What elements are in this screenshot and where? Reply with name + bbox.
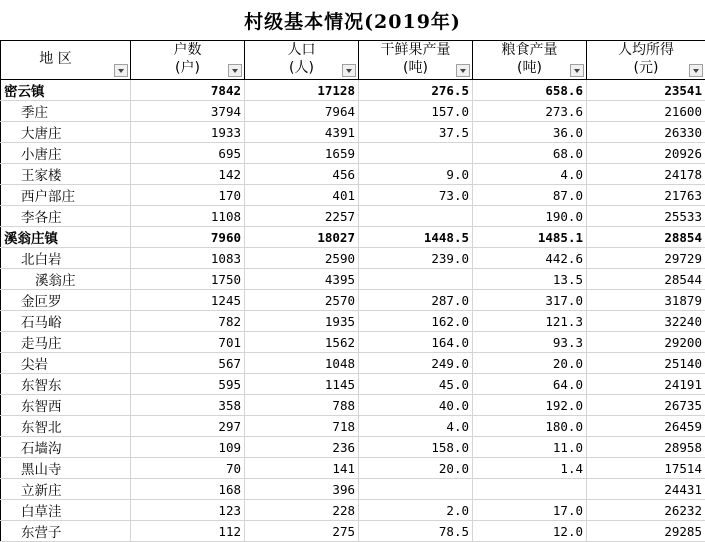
cell-population[interactable]: 456	[245, 164, 359, 185]
cell-name[interactable]: 白草洼	[1, 500, 131, 521]
cell-fruit-output[interactable]: 40.0	[359, 395, 473, 416]
data-table	[0, 40, 705, 542]
cell-grain-output[interactable]: 442.6	[473, 248, 587, 269]
town-row	[1, 80, 705, 101]
header-label: 干鲜果产量	[359, 41, 472, 59]
cell-income[interactable]: 21763	[587, 185, 705, 206]
cell-income[interactable]: 26330	[587, 122, 705, 143]
village-row	[1, 395, 705, 416]
village-row	[1, 290, 705, 311]
cell-name[interactable]: 石马峪	[1, 311, 131, 332]
cell-population[interactable]: 1659	[245, 143, 359, 164]
cell-name[interactable]: 东智北	[1, 416, 131, 437]
cell-households[interactable]: 142	[131, 164, 245, 185]
cell-income[interactable]: 28958	[587, 437, 705, 458]
cell-fruit-output[interactable]: 78.5	[359, 521, 473, 542]
column-header-households	[131, 41, 245, 80]
cell-households[interactable]: 1245	[131, 290, 245, 311]
cell-population[interactable]: 7964	[245, 101, 359, 122]
cell-name[interactable]: 季庄	[1, 101, 131, 122]
cell-households[interactable]: 358	[131, 395, 245, 416]
cell-name[interactable]: 小唐庄	[1, 143, 131, 164]
cell-income[interactable]: 29285	[587, 521, 705, 542]
cell-income[interactable]: 28854	[587, 227, 705, 248]
cell-income[interactable]: 26735	[587, 395, 705, 416]
header-unit: (人)	[245, 59, 358, 77]
village-row	[1, 122, 705, 143]
cell-grain-output[interactable]: 12.0	[473, 521, 587, 542]
village-row	[1, 269, 705, 290]
cell-name[interactable]: 石墙沟	[1, 437, 131, 458]
village-row	[1, 521, 705, 542]
cell-households[interactable]: 109	[131, 437, 245, 458]
cell-income[interactable]: 24431	[587, 479, 705, 500]
cell-population[interactable]: 2257	[245, 206, 359, 227]
cell-fruit-output[interactable]: 239.0	[359, 248, 473, 269]
cell-grain-output[interactable]: 1.4	[473, 458, 587, 479]
cell-households[interactable]: 3794	[131, 101, 245, 122]
cell-name[interactable]: 东营子	[1, 521, 131, 542]
village-row	[1, 332, 705, 353]
cell-households[interactable]: 782	[131, 311, 245, 332]
cell-grain-output[interactable]: 190.0	[473, 206, 587, 227]
cell-name[interactable]: 金叵罗	[1, 290, 131, 311]
cell-households[interactable]: 112	[131, 521, 245, 542]
cell-grain-output[interactable]: 87.0	[473, 185, 587, 206]
cell-fruit-output[interactable]: 9.0	[359, 164, 473, 185]
cell-grain-output[interactable]: 20.0	[473, 353, 587, 374]
cell-population[interactable]: 1562	[245, 332, 359, 353]
cell-fruit-output[interactable]: 276.5	[359, 80, 473, 101]
village-row	[1, 101, 705, 122]
cell-fruit-output[interactable]: 37.5	[359, 122, 473, 143]
header-label: 粮食产量	[473, 41, 586, 59]
village-row	[1, 374, 705, 395]
cell-grain-output[interactable]: 11.0	[473, 437, 587, 458]
cell-income[interactable]: 29200	[587, 332, 705, 353]
cell-income[interactable]: 25140	[587, 353, 705, 374]
cell-income[interactable]: 23541	[587, 80, 705, 101]
cell-fruit-output[interactable]: 162.0	[359, 311, 473, 332]
header-label: 人口	[245, 41, 358, 59]
cell-income[interactable]: 24191	[587, 374, 705, 395]
cell-population[interactable]: 1048	[245, 353, 359, 374]
cell-name[interactable]: 大唐庄	[1, 122, 131, 143]
cell-grain-output[interactable]: 64.0	[473, 374, 587, 395]
cell-name[interactable]: 溪翁庄镇	[1, 227, 131, 248]
cell-income[interactable]: 29729	[587, 248, 705, 269]
cell-income[interactable]: 25533	[587, 206, 705, 227]
cell-population[interactable]: 788	[245, 395, 359, 416]
cell-income[interactable]: 21600	[587, 101, 705, 122]
cell-income[interactable]: 20926	[587, 143, 705, 164]
header-label: 人均所得	[587, 41, 705, 59]
cell-population[interactable]: 4391	[245, 122, 359, 143]
cell-population[interactable]: 228	[245, 500, 359, 521]
cell-grain-output[interactable]: 192.0	[473, 395, 587, 416]
cell-fruit-output[interactable]: 45.0	[359, 374, 473, 395]
cell-income[interactable]: 26232	[587, 500, 705, 521]
cell-population[interactable]: 2590	[245, 248, 359, 269]
cell-fruit-output[interactable]: 2.0	[359, 500, 473, 521]
cell-population[interactable]: 2570	[245, 290, 359, 311]
dropdown-arrow-icon[interactable]	[342, 64, 356, 77]
cell-households[interactable]: 70	[131, 458, 245, 479]
cell-population[interactable]: 17128	[245, 80, 359, 101]
cell-income[interactable]: 32240	[587, 311, 705, 332]
cell-population[interactable]: 396	[245, 479, 359, 500]
column-header-population	[245, 41, 359, 80]
cell-fruit-output[interactable]: 158.0	[359, 437, 473, 458]
cell-fruit-output[interactable]: 287.0	[359, 290, 473, 311]
cell-households[interactable]: 123	[131, 500, 245, 521]
cell-households[interactable]: 1750	[131, 269, 245, 290]
cell-households[interactable]: 297	[131, 416, 245, 437]
cell-name[interactable]: 西户部庄	[1, 185, 131, 206]
village-row	[1, 143, 705, 164]
cell-households[interactable]: 595	[131, 374, 245, 395]
cell-fruit-output[interactable]: 73.0	[359, 185, 473, 206]
cell-population[interactable]: 141	[245, 458, 359, 479]
village-row	[1, 206, 705, 227]
dropdown-arrow-icon[interactable]	[114, 64, 128, 77]
cell-fruit-output[interactable]: 249.0	[359, 353, 473, 374]
cell-households[interactable]: 567	[131, 353, 245, 374]
dropdown-arrow-icon[interactable]	[689, 64, 703, 77]
cell-households[interactable]: 1108	[131, 206, 245, 227]
cell-name[interactable]: 密云镇	[1, 80, 131, 101]
dropdown-arrow-icon[interactable]	[456, 64, 470, 77]
cell-grain-output[interactable]: 1485.1	[473, 227, 587, 248]
village-row	[1, 164, 705, 185]
village-row	[1, 437, 705, 458]
cell-households[interactable]: 1083	[131, 248, 245, 269]
sheet-title: 村级基本情况(2019年)	[0, 0, 705, 40]
cell-fruit-output[interactable]: 1448.5	[359, 227, 473, 248]
cell-households[interactable]: 7842	[131, 80, 245, 101]
village-row	[1, 500, 705, 521]
cell-income[interactable]: 31879	[587, 290, 705, 311]
cell-grain-output[interactable]	[473, 479, 587, 500]
cell-fruit-output[interactable]	[359, 269, 473, 290]
dropdown-arrow-icon[interactable]	[570, 64, 584, 77]
column-header-grain-output	[473, 41, 587, 80]
cell-population[interactable]: 4395	[245, 269, 359, 290]
cell-income[interactable]: 28544	[587, 269, 705, 290]
village-row	[1, 353, 705, 374]
cell-grain-output[interactable]: 68.0	[473, 143, 587, 164]
cell-grain-output[interactable]: 317.0	[473, 290, 587, 311]
cell-grain-output[interactable]: 93.3	[473, 332, 587, 353]
cell-grain-output[interactable]: 17.0	[473, 500, 587, 521]
column-header-fruit-output	[359, 41, 473, 80]
cell-name[interactable]: 李各庄	[1, 206, 131, 227]
cell-income[interactable]: 17514	[587, 458, 705, 479]
cell-households[interactable]: 170	[131, 185, 245, 206]
cell-name[interactable]: 黑山寺	[1, 458, 131, 479]
header-label: 户数	[131, 41, 244, 59]
cell-name[interactable]: 溪翁庄	[1, 269, 131, 290]
cell-households[interactable]: 7960	[131, 227, 245, 248]
cell-households[interactable]: 168	[131, 479, 245, 500]
cell-fruit-output[interactable]: 4.0	[359, 416, 473, 437]
cell-households[interactable]: 701	[131, 332, 245, 353]
village-row	[1, 311, 705, 332]
cell-grain-output[interactable]: 4.0	[473, 164, 587, 185]
cell-grain-output[interactable]: 658.6	[473, 80, 587, 101]
cell-fruit-output[interactable]	[359, 479, 473, 500]
header-row	[1, 41, 705, 80]
header-unit: (户)	[131, 59, 244, 77]
cell-name[interactable]: 王家楼	[1, 164, 131, 185]
cell-grain-output[interactable]: 121.3	[473, 311, 587, 332]
header-label: 地 区	[1, 41, 130, 77]
cell-name[interactable]: 东智西	[1, 395, 131, 416]
cell-income[interactable]: 26459	[587, 416, 705, 437]
village-row	[1, 416, 705, 437]
cell-population[interactable]: 275	[245, 521, 359, 542]
cell-fruit-output[interactable]: 164.0	[359, 332, 473, 353]
cell-fruit-output[interactable]	[359, 143, 473, 164]
table-body	[1, 80, 705, 542]
cell-name[interactable]: 北白岩	[1, 248, 131, 269]
cell-fruit-output[interactable]: 20.0	[359, 458, 473, 479]
cell-name[interactable]: 走马庄	[1, 332, 131, 353]
cell-population[interactable]: 1935	[245, 311, 359, 332]
cell-grain-output[interactable]: 273.6	[473, 101, 587, 122]
village-row	[1, 248, 705, 269]
header-unit: (吨)	[473, 59, 586, 77]
cell-fruit-output[interactable]	[359, 206, 473, 227]
cell-fruit-output[interactable]: 157.0	[359, 101, 473, 122]
header-unit: (吨)	[359, 59, 472, 77]
cell-population[interactable]: 18027	[245, 227, 359, 248]
cell-households[interactable]: 695	[131, 143, 245, 164]
header-unit: (元)	[587, 59, 705, 77]
cell-grain-output[interactable]: 13.5	[473, 269, 587, 290]
village-row	[1, 458, 705, 479]
column-header-income	[587, 41, 705, 80]
cell-income[interactable]: 24178	[587, 164, 705, 185]
village-row	[1, 185, 705, 206]
cell-population[interactable]: 401	[245, 185, 359, 206]
village-row	[1, 479, 705, 500]
dropdown-arrow-icon[interactable]	[228, 64, 242, 77]
cell-name[interactable]: 尖岩	[1, 353, 131, 374]
town-row	[1, 227, 705, 248]
cell-grain-output[interactable]: 36.0	[473, 122, 587, 143]
cell-households[interactable]: 1933	[131, 122, 245, 143]
column-header-region	[1, 41, 131, 80]
cell-population[interactable]: 1145	[245, 374, 359, 395]
cell-grain-output[interactable]: 180.0	[473, 416, 587, 437]
cell-population[interactable]: 236	[245, 437, 359, 458]
cell-name[interactable]: 东智东	[1, 374, 131, 395]
cell-population[interactable]: 718	[245, 416, 359, 437]
cell-name[interactable]: 立新庄	[1, 479, 131, 500]
